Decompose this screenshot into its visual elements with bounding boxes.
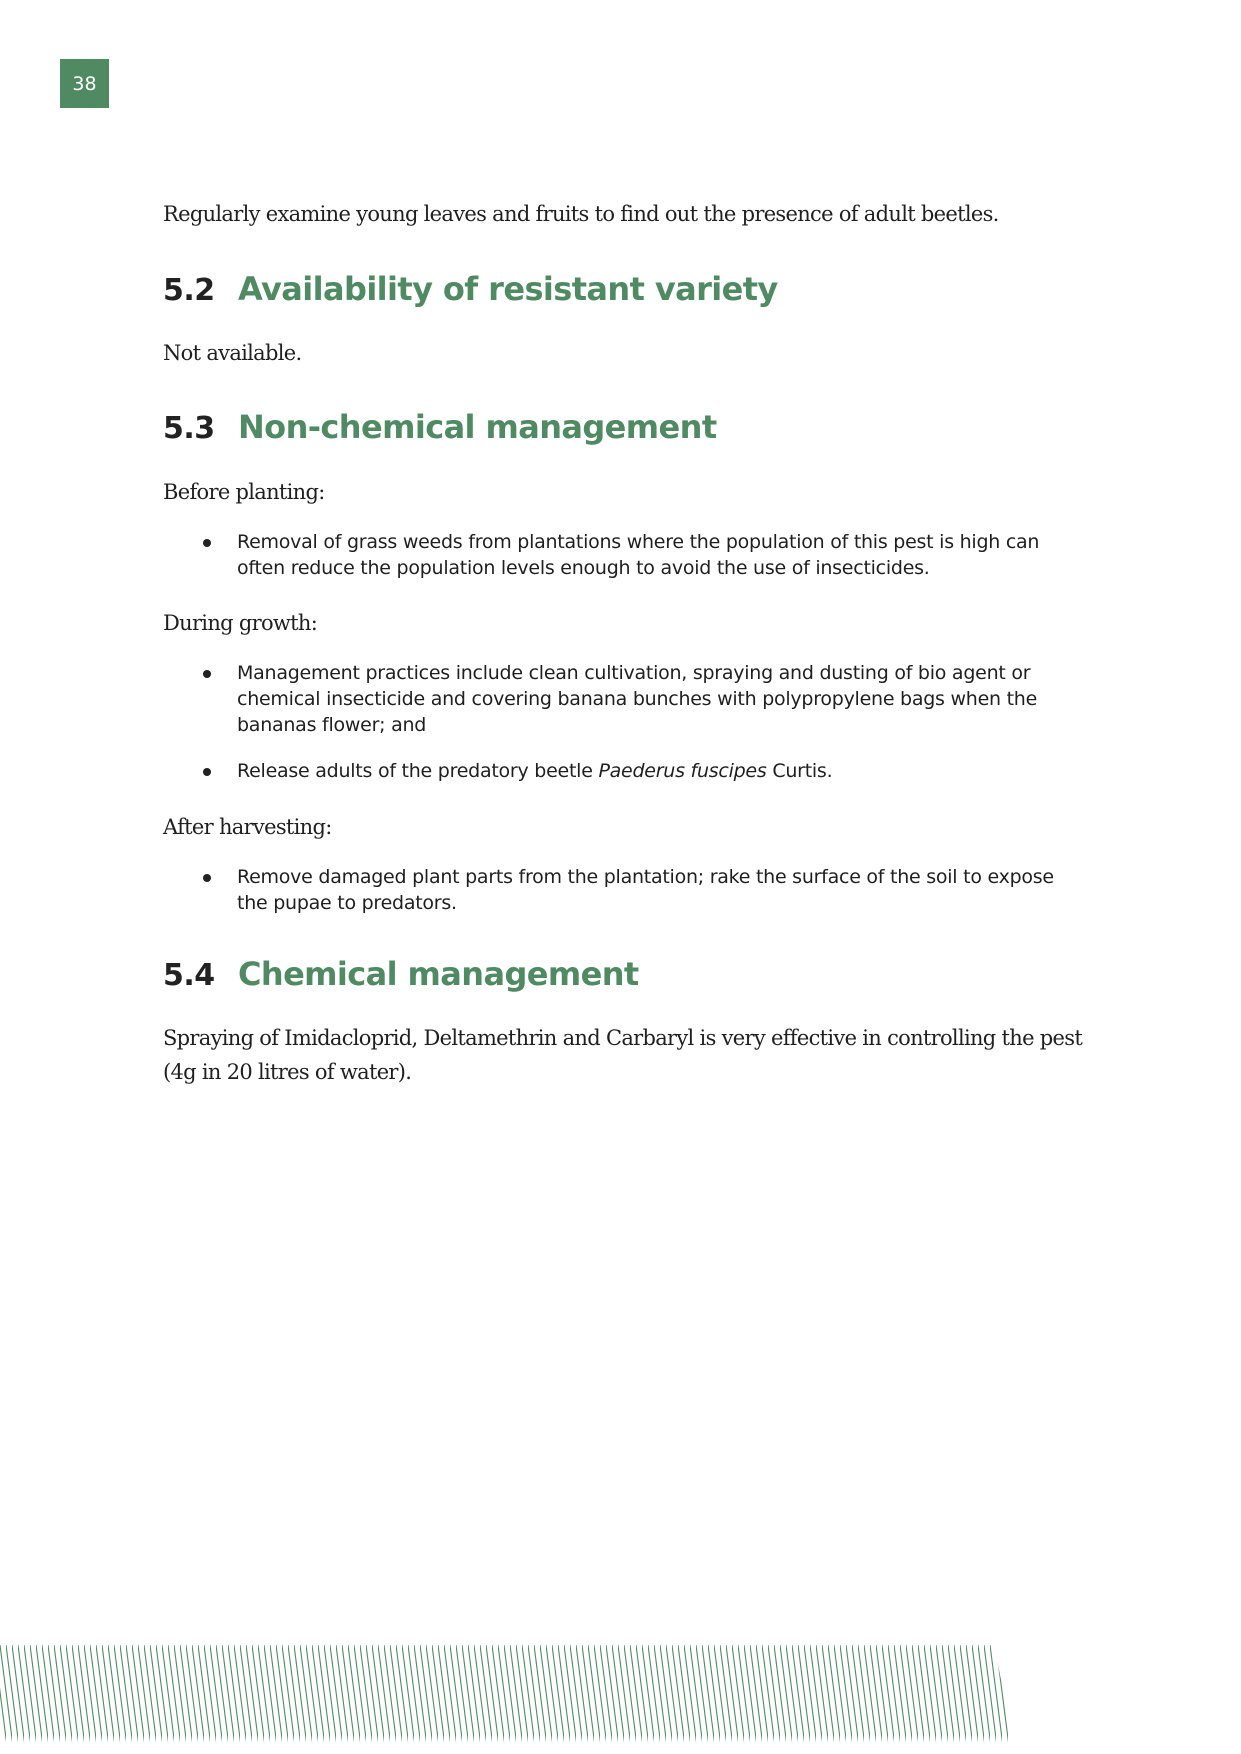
list-item-text: Management practices include clean cultivation, spraying and dusting of bio agent or chemical insecticide and covering banana bunches with polypropylene bags when the bananas flower; and bbox=[237, 662, 1038, 736]
bullet-icon bbox=[203, 539, 211, 547]
chemical-management-paragraph: Spraying of Imidacloprid, Deltamethrin and Carbaryl is very effective in controlling the pest (4g in 20 litres of water). bbox=[163, 1026, 1083, 1084]
before-planting-label: Before planting: bbox=[163, 480, 325, 504]
list-item-text: Remove damaged plant parts from the plantation; rake the surface of the soil to expose the pupae to predators. bbox=[237, 866, 1054, 914]
intro-paragraph: Regularly examine young leaves and fruits to find out the presence of adult beetles. bbox=[163, 202, 999, 226]
bullet-icon bbox=[203, 768, 211, 776]
section-title: Non-chemical management bbox=[238, 408, 717, 446]
release-suffix: Curtis. bbox=[766, 760, 833, 782]
section-number: 5.3 bbox=[163, 411, 215, 446]
section-heading-5-3 bbox=[163, 408, 717, 446]
section-title: Availability of resistant variety bbox=[238, 270, 778, 308]
after-harvesting-list bbox=[199, 864, 1069, 916]
species-name: Paederus fuscipes bbox=[598, 760, 767, 782]
during-growth-list bbox=[199, 660, 1069, 784]
list-item bbox=[199, 864, 1069, 916]
list-item-text bbox=[237, 760, 832, 782]
resistant-variety-paragraph: Not available. bbox=[163, 341, 302, 365]
after-harvesting-label: After harvesting: bbox=[163, 815, 332, 839]
decorative-hatch-pattern bbox=[0, 1645, 1241, 1754]
list-item-text: Removal of grass weeds from plantations where the population of this pest is high can often reduce the population levels enough to avoid the use of insecticides. bbox=[237, 531, 1040, 579]
release-prefix: Release adults of the predatory beetle bbox=[237, 760, 599, 782]
section-heading-5-2 bbox=[163, 270, 778, 308]
section-title: Chemical management bbox=[238, 955, 639, 993]
list-item bbox=[199, 660, 1069, 738]
bullet-icon bbox=[203, 874, 211, 882]
bullet-icon bbox=[203, 670, 211, 678]
before-planting-list bbox=[199, 529, 1069, 581]
section-heading-5-4 bbox=[163, 955, 639, 993]
list-item bbox=[199, 758, 1069, 784]
page-number: 38 bbox=[60, 59, 109, 108]
list-item bbox=[199, 529, 1069, 581]
section-number: 5.4 bbox=[163, 958, 215, 993]
during-growth-label: During growth: bbox=[163, 611, 318, 635]
section-number: 5.2 bbox=[163, 273, 215, 308]
